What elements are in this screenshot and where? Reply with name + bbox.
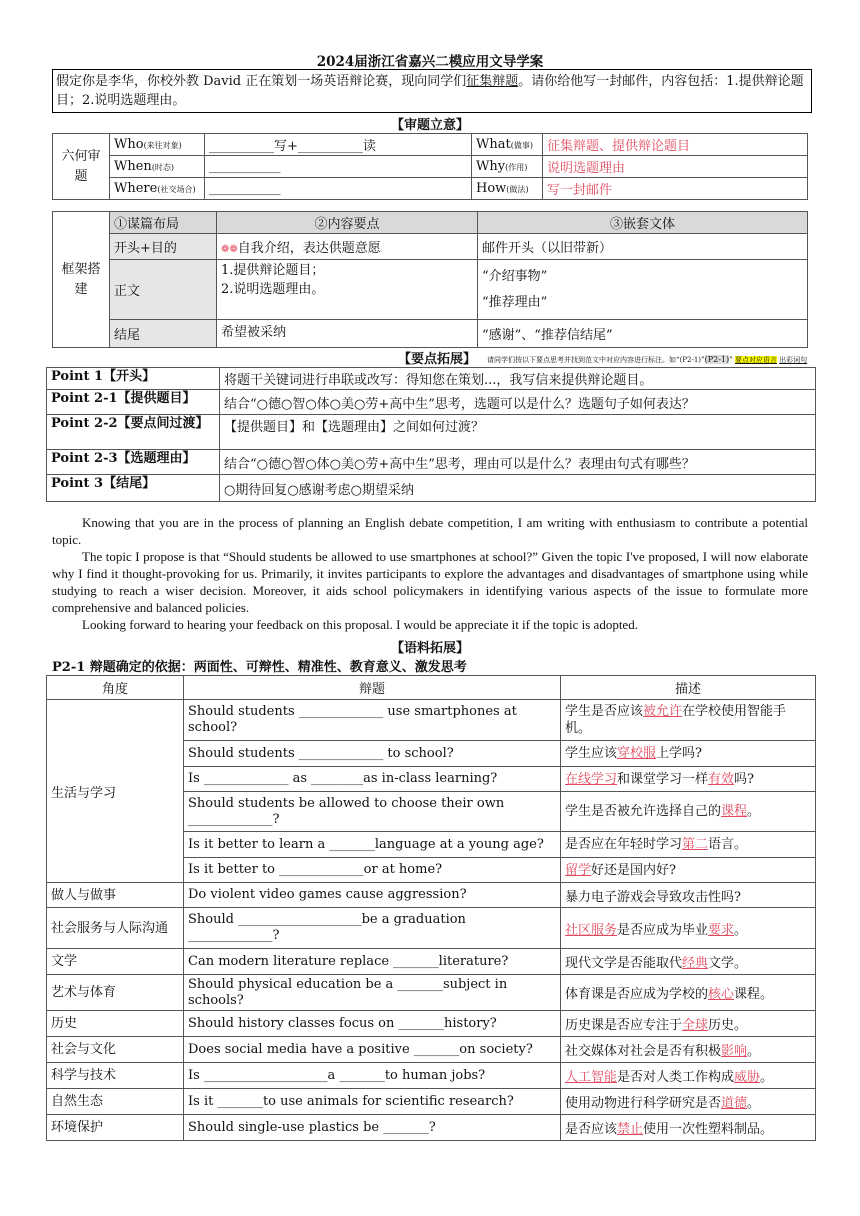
- topic-cell: Is ___________________a _______to human jobs?: [184, 1063, 561, 1089]
- desc-text: 使用一次性塑料制品。: [643, 1122, 774, 1137]
- highlight-word: 被允许: [643, 704, 683, 719]
- points-note: 请同学们按以下要点思考并找到范文中对应内容进行标注。如“(P2-1)”(P2-1)” 要点对应语言 出彩词句: [487, 355, 808, 364]
- angle-cell: 生活与学习: [47, 700, 184, 883]
- desc-cell: [561, 700, 816, 741]
- desc-text: 文学。: [708, 956, 748, 971]
- desc-cell: [561, 1037, 816, 1063]
- p21-title: P2-1 辩题确定的依据：两面性、可辩性、精准性、教育意义、激发思考: [52, 660, 467, 675]
- frame-r2c1: 正文: [110, 260, 217, 320]
- essay-para-2: The topic I propose is that “Should students be allowed to use smartphones at school?” Given the topic I've proposed, I will now elaborate why I find it thought-provoking for us. Primarily, it invites participants to explore the advantages and disadvantages of smartphone using while studying to reach a wiser decision. Moreover, it aids school policymakers in identifying various aspects of the issue to formulate more comprehensive and balanced policies.: [52, 549, 808, 615]
- desc-text: 。: [734, 922, 748, 938]
- model-essay: [52, 514, 808, 633]
- desc-cell: [561, 858, 816, 883]
- point-key: Point 3【结尾】: [47, 475, 220, 502]
- point-value: 结合“○德○智○体○美○劳+高中生”思考，选题可以是什么？选题句子如何表达？: [220, 390, 816, 415]
- highlight-word: 全球: [682, 1018, 709, 1033]
- desc-text: 学生是否被允许选择自己的: [565, 804, 722, 819]
- framework-table: [52, 211, 808, 348]
- frame-head-3: ③嵌套文体: [478, 212, 808, 234]
- point-key: Point 1【开头】: [47, 368, 220, 390]
- desc-cell: [561, 949, 816, 975]
- frame-r2c2: [217, 260, 478, 320]
- six-label: 六何审题: [53, 134, 110, 200]
- point-row: [47, 415, 816, 450]
- highlight-word: 经典: [682, 956, 709, 971]
- desc-text: 好还是国内好?: [591, 862, 676, 878]
- angle-cell: 环境保护: [47, 1115, 184, 1141]
- desc-text: 社交媒体对社会是否有积极: [565, 1044, 722, 1059]
- where-cell: [110, 178, 205, 200]
- desc-text: 体育课是否应成为学校的: [565, 987, 709, 1002]
- topics-head-topic: 辩题: [184, 676, 561, 700]
- point-key: Point 2-2【要点间过渡】: [47, 415, 220, 450]
- frame-r3c3: “感谢”、“推荐信结尾”: [478, 320, 808, 348]
- highlight-word: 课程: [721, 804, 748, 819]
- topics-head-angle: 角度: [47, 676, 184, 700]
- points-note-tag: (P2-1): [704, 355, 730, 364]
- desc-text: 吗?: [734, 771, 755, 787]
- highlight-word: 穿校服: [617, 746, 657, 761]
- frame-r3c1: 结尾: [110, 320, 217, 348]
- topic-cell: Is it better to learn a _______language at a young age?: [184, 832, 561, 858]
- point-row: [47, 390, 816, 415]
- who-cell: [110, 134, 205, 156]
- desc-text: 是否应在年轻时学习: [565, 837, 683, 852]
- how-value: 写一封邮件: [543, 178, 808, 200]
- where-label: Where: [114, 181, 158, 196]
- what-cell: [472, 134, 543, 156]
- desc-text: 语言。: [708, 837, 748, 852]
- desc-text: 。: [747, 1096, 761, 1111]
- table-row: [47, 949, 816, 975]
- topic-cell: Should ___________________be a graduation _____________?: [184, 908, 561, 949]
- why-cell: [472, 156, 543, 178]
- essay-para-3: Looking forward to hearing your feedback on this proposal. I would be appreciate it if the topic is adopted.: [82, 617, 638, 632]
- table-row: [47, 1037, 816, 1063]
- highlight-word: 核心: [708, 987, 735, 1002]
- desc-cell: [561, 1089, 816, 1115]
- essay-para-1: Knowing that you are in the process of planning an English debate competition, I am writing with enthusiasm to contribute a potential topic.: [52, 515, 808, 547]
- highlight-word: 在线学习: [565, 771, 618, 787]
- who-value: __________写+__________读: [205, 134, 472, 156]
- desc-text: 是否应成为毕业: [617, 922, 709, 938]
- desc-cell: [561, 975, 816, 1011]
- who-label: Who: [114, 137, 144, 152]
- desc-cell: [561, 908, 816, 949]
- where-value: ___________: [205, 178, 472, 200]
- topic-cell: Should students _____________ use smartphones at school?: [184, 700, 561, 741]
- when-sub: (时态): [151, 163, 175, 172]
- highlight-word: 有效: [708, 771, 735, 787]
- desc-text: 暴力电子游戏会导致攻击性吗?: [565, 889, 741, 905]
- topic-cell: Should single-use plastics be _______?: [184, 1115, 561, 1141]
- topic-cell: Does social media have a positive _______on society?: [184, 1037, 561, 1063]
- table-row: [47, 1011, 816, 1037]
- table-row: [47, 908, 816, 949]
- underline-legend: 出彩词句: [779, 356, 808, 364]
- desc-cell: [561, 883, 816, 908]
- angle-cell: 社会与文化: [47, 1037, 184, 1063]
- frame-r2c3-line2: “推荐理由”: [482, 294, 548, 310]
- frame-r1c2: [217, 234, 478, 260]
- desc-text: 是否对人类工作构成: [617, 1070, 735, 1085]
- frame-r2c3-line1: “介绍事物”: [482, 268, 548, 284]
- table-row: [47, 883, 816, 908]
- when-value: ___________: [205, 156, 472, 178]
- frame-head-2: ②内容要点: [217, 212, 478, 234]
- desc-text: 和课堂学习一样: [617, 771, 709, 787]
- angle-cell: 科学与技术: [47, 1063, 184, 1089]
- desc-text: 使用动物进行科学研究是否: [565, 1096, 722, 1111]
- topic-cell: Do violent video games cause aggression?: [184, 883, 561, 908]
- points-table: [46, 367, 816, 502]
- why-label: Why: [476, 159, 506, 174]
- desc-text: 历史课是否应专注于: [565, 1018, 683, 1033]
- table-row: [47, 975, 816, 1011]
- topics-head-desc: 描述: [561, 676, 816, 700]
- section-heading-corpus: 【语料拓展】: [390, 641, 469, 656]
- table-row: [47, 1115, 816, 1141]
- frame-r2c2-line1: 1.提供辩论题目；: [221, 263, 325, 278]
- desc-cell: [561, 1115, 816, 1141]
- frame-r2c3: [478, 260, 808, 320]
- angle-cell: 自然生态: [47, 1089, 184, 1115]
- desc-text: 。: [747, 1044, 761, 1059]
- prompt-text: 假定你是李华，你校外教 David 正在策划一场英语辩论赛，现向同学们: [56, 74, 467, 89]
- frame-r3c2: 希望被采纳: [217, 320, 478, 348]
- why-value: 说明选题理由: [543, 156, 808, 178]
- topic-cell: Should students be allowed to choose their own _____________?: [184, 792, 561, 832]
- how-sub: (做法): [506, 185, 529, 194]
- how-label: How: [476, 181, 507, 196]
- angle-cell: 文学: [47, 949, 184, 975]
- topic-cell: Should physical education be a _______subject in schools?: [184, 975, 561, 1011]
- who-sub: (来往对象): [143, 141, 182, 150]
- flower-icon: ❁❁: [221, 244, 238, 255]
- desc-text: 课程。: [734, 987, 774, 1002]
- highlight-word: 社区服务: [565, 922, 618, 938]
- topic-cell: Should students _____________ to school?: [184, 741, 561, 767]
- desc-cell: [561, 1063, 816, 1089]
- desc-cell: [561, 1011, 816, 1037]
- topic-cell: Is it _______to use animals for scientific research?: [184, 1089, 561, 1115]
- frame-r1c3: 邮件开头（以旧带新）: [478, 234, 808, 260]
- when-cell: [110, 156, 205, 178]
- highlight-word: 影响: [721, 1044, 748, 1059]
- topic-cell: Is _____________ as ________as in-class learning?: [184, 767, 561, 792]
- point-key: Point 2-3【选题理由】: [47, 450, 220, 475]
- highlight-word: 人工智能: [565, 1070, 618, 1085]
- prompt-text-2: 。请你给他写一封邮件，内容包括：1.提供辩论题目；2.说明选题理由。: [56, 74, 804, 108]
- angle-cell: 做人与做事: [47, 883, 184, 908]
- what-value: 征集辩题、提供辩论题目: [543, 134, 808, 156]
- point-row: [47, 475, 816, 502]
- when-label: When: [114, 159, 152, 174]
- why-sub: (作用): [505, 163, 528, 172]
- desc-text: 。: [747, 804, 761, 819]
- what-label: What: [476, 137, 511, 152]
- frame-r2c2-line2: 2.说明选题理由。: [221, 282, 325, 297]
- section-heading-points: 【要点拓展】: [398, 352, 477, 367]
- desc-text: 学生应该: [565, 746, 618, 761]
- desc-cell: [561, 792, 816, 832]
- desc-text: 。: [760, 1070, 774, 1085]
- point-value: 将题干关键词进行串联或改写：得知您在策划...，我写信来提供辩论题目。: [220, 368, 816, 390]
- what-sub: (做事): [510, 141, 533, 150]
- angle-cell: 社会服务与人际沟通: [47, 908, 184, 949]
- page-title: 2024届浙江省嘉兴二模应用文导学案: [316, 54, 544, 70]
- point-value: 结合“○德○智○体○美○劳+高中生”思考，理由可以是什么？表理由句式有哪些？: [220, 450, 816, 475]
- table-row: [47, 700, 816, 741]
- topic-cell: Should history classes focus on _______history?: [184, 1011, 561, 1037]
- writing-prompt: [52, 69, 812, 113]
- section-heading: 【审题立意】: [390, 118, 469, 133]
- highlight-word: 第二: [682, 837, 709, 852]
- point-row: [47, 450, 816, 475]
- angle-cell: 艺术与体育: [47, 975, 184, 1011]
- highlight-word: 禁止: [617, 1122, 644, 1137]
- highlight-word: 道德: [721, 1096, 748, 1111]
- points-note-text: 请同学们按以下要点思考并找到范文中对应内容进行标注。如“(P2-1)”: [487, 356, 705, 364]
- desc-text: 是否应该: [565, 1122, 618, 1137]
- topic-cell: Can modern literature replace _______literature?: [184, 949, 561, 975]
- how-cell: [472, 178, 543, 200]
- point-value: ○期待回复○感谢考虑○期望采纳: [220, 475, 816, 502]
- highlight-word: 要求: [708, 922, 735, 938]
- frame-r1c1: 开头+目的: [110, 234, 217, 260]
- angle-cell: 历史: [47, 1011, 184, 1037]
- desc-text: 历史。: [708, 1018, 748, 1033]
- where-sub: (社交场合): [157, 185, 196, 194]
- highlight-word: 威胁: [734, 1070, 761, 1085]
- frame-r1c2-text: 自我介绍，表达供题意愿: [237, 241, 381, 256]
- point-value: 【提供题目】和【选题理由】之间如何过渡？: [220, 415, 816, 450]
- table-row: [47, 1063, 816, 1089]
- frame-head-1: ①谋篇布局: [110, 212, 217, 234]
- point-key: Point 2-1【提供题目】: [47, 390, 220, 415]
- desc-text: 现代文学是否能取代: [565, 956, 683, 971]
- desc-text: 在学校使用智能手机。: [565, 704, 787, 736]
- desc-cell: [561, 767, 816, 792]
- desc-text: 学生是否应该: [565, 704, 644, 719]
- point-row: [47, 368, 816, 390]
- desc-text: 上学吗?: [656, 746, 703, 761]
- desc-cell: [561, 832, 816, 858]
- topic-cell: Is it better to _____________or at home?: [184, 858, 561, 883]
- desc-cell: [561, 741, 816, 767]
- frame-label: 框架搭建: [53, 212, 110, 348]
- six-questions-table: [52, 133, 808, 200]
- topics-table: [46, 675, 816, 1141]
- prompt-underlined: 征集辩题: [466, 74, 519, 89]
- highlight-legend: 要点对应语言: [734, 356, 777, 364]
- highlight-word: 留学: [565, 862, 592, 878]
- table-row: [47, 1089, 816, 1115]
